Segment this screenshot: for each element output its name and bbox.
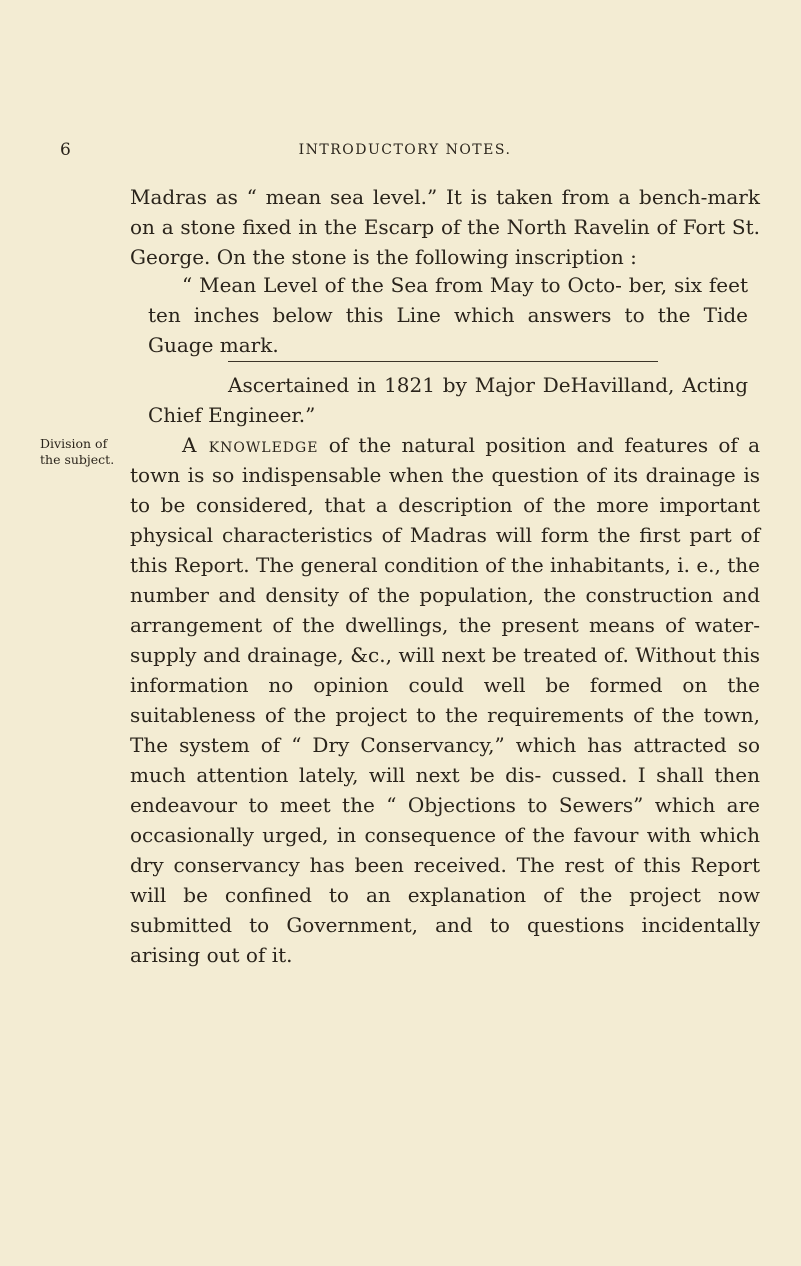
page-header [60,140,750,164]
margin-note [40,436,130,468]
inscription-quote: “ Mean Level of the Sea from May to Octo- ber, six feet ten inches below this Line which answers to the Tide Guage mark. [148,273,748,357]
paragraph-lead-words: A knowledge [182,433,319,457]
paragraph-division-of-subject [130,430,760,970]
paragraph-body: of the natural position and features of a town is so indispensable when the question of its drainage is to be considered, that a description of the more important physical characteristics of Madras will form the first part of this Report. The general condition of the inhabitants, i. e., the number and density of the population, the construction and arrangement of the dwellings, the present means of water-supply and drainage, &c., will next be treated of. Without this information no opinion could well be formed on the suitableness of the project to the requirements of the town, The system of “ Dry Conservancy,” which has attracted so much attention lately, will next be dis- cussed. I shall then endeavour to meet the “ Objections to Sewers” which are occasionally urged, in consequence of the favour with which dry conservancy has been received. The rest of this Report will be confined to an explanation of the project now submitted to Government, and to questions incidentally arising out of it. [130,433,760,967]
paragraph-intro: Madras as “ mean sea level.” It is taken from a bench-mark on a stone fixed in the Escarp of the North Ravelin of Fort St. George. On the stone is the following inscription : [130,185,760,269]
page-number: 6 [60,140,71,160]
running-head: INTRODUCTORY NOTES. [298,142,512,158]
inscription-attribution: Ascertained in 1821 by Major DeHavilland, Acting Chief Engineer.” [148,373,748,427]
margin-note-line-2: the subject. [40,452,115,467]
margin-note-line-1: Division of [40,436,108,451]
inscription-rule [228,361,658,362]
